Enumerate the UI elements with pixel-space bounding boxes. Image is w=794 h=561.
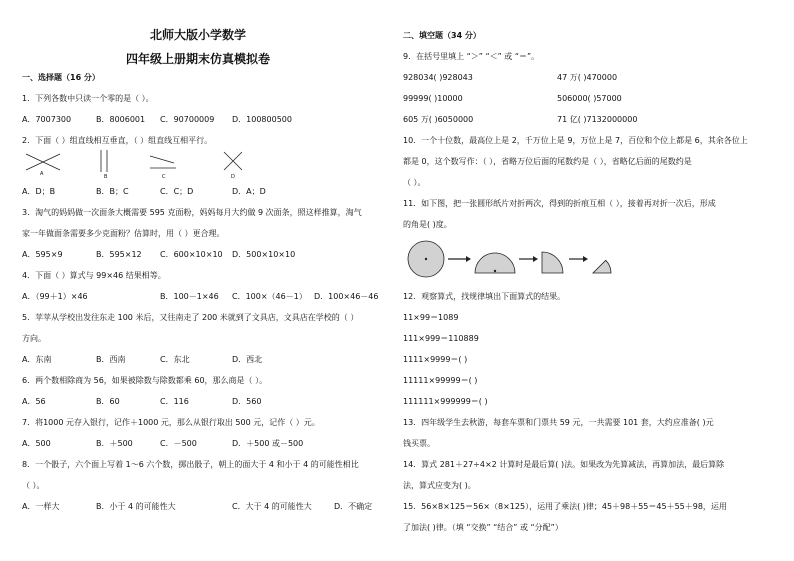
q8-line1: 8．一个骰子，六个面上写着 1～6 六个数，掷出骰子，朝上的面大于 4 和小于 4 的可能性相比 xyxy=(22,460,359,469)
q15-line2: 了加法( )律。（填 “交换” “结合” 或 “分配”） xyxy=(403,523,563,532)
arrow-3 xyxy=(569,256,588,262)
q3-line1: 3．淘气的妈妈做一次面条大概需要 595 克面粉，妈妈每月大约做 9 次面条，照这样推算，淘气 xyxy=(22,208,362,217)
q7-option-c: C．－500 xyxy=(160,439,197,448)
figure-a-intersecting-lines xyxy=(26,154,60,170)
q6-stem: 6．两个数相除商为 56，如果被除数与除数都乘 60，那么商是（ ）。 xyxy=(22,376,268,385)
q1-option-c: C．90700009 xyxy=(160,115,215,124)
q8-option-c: C．大于 4 的可能性大 xyxy=(232,502,312,511)
q3-option-a: A．595×9 xyxy=(22,250,63,259)
q11-line1: 11．如下图，把一张圆形纸片对折两次，得到的折痕互相（ ），接着再对折一次后，形成 xyxy=(403,199,716,208)
q4-stem: 4．下面（ ）算式与 99×46 结果相等。 xyxy=(22,271,166,280)
q5-line2: 方向。 xyxy=(22,334,46,343)
q9-row3-left: 605 万( )6050000 xyxy=(403,115,474,124)
figure-label-d: D xyxy=(231,174,235,180)
q14-line2: 法，算式应变为( )。 xyxy=(403,481,476,490)
q1-option-a: A．7007300 xyxy=(22,115,72,124)
q13-line1: 13．四年级学生去秋游，每套车票和门票共 59 元，一共需要 101 套，大约应准备( )元 xyxy=(403,418,714,427)
half-circle xyxy=(475,253,515,273)
q9-row2-left: 99999( )10000 xyxy=(403,94,463,103)
q12-line5: 111111×999999＝( ) xyxy=(403,397,488,406)
full-circle xyxy=(408,241,444,277)
q4-option-a: A．（99＋1）×46 xyxy=(22,292,88,301)
eighth-circle xyxy=(593,260,611,273)
q9-stem: 9．在括号里填上 “＞” “＜” 或 “＝”。 xyxy=(403,52,540,61)
figure-d-perpendicular-lines xyxy=(224,152,242,170)
q10-line1: 10．一个十位数，最高位上是 2，千万位上是 9，万位上是 7，百位和个位上都是 6，其余各位上 xyxy=(403,136,748,145)
q7-option-a: A．500 xyxy=(22,439,51,448)
q5-option-b: B．西南 xyxy=(96,355,126,364)
q2-option-c: C．C；D xyxy=(160,187,194,196)
q13-line2: 钱买票。 xyxy=(403,439,435,448)
q1-option-d: D．100800500 xyxy=(232,115,292,124)
arrow-2 xyxy=(519,256,538,262)
q6-option-d: D．560 xyxy=(232,397,262,406)
q8-line2: （ ）。 xyxy=(22,481,45,490)
q3-option-b: B．595×12 xyxy=(96,250,142,259)
q9-row3-right: 71 亿( )7132000000 xyxy=(557,115,638,124)
q3-line2: 家一年做面条需要多少克面粉？估算时，用（ ）更合理。 xyxy=(22,229,225,238)
q9-row1-right: 47 万( )470000 xyxy=(557,73,618,82)
q2-option-b: B．B；C xyxy=(96,187,129,196)
q9-row1-left: 928034( )928043 xyxy=(403,73,473,82)
q12-line4: 11111×99999＝( ) xyxy=(403,376,478,385)
q2-option-d: D．A；D xyxy=(232,187,266,196)
q6-option-c: C．116 xyxy=(160,397,189,406)
q4-option-c: C．100×（46－1） xyxy=(232,292,307,301)
figure-c-lines xyxy=(150,156,176,168)
q12-stem: 12．观察算式，找规律填出下面算式的结果。 xyxy=(403,292,566,301)
q9-row2-right: 506000( )57000 xyxy=(557,94,622,103)
q5-line1: 5．苹苹从学校出发往东走 100 米后，又往南走了 200 米就到了文具店，文具店在学校的（ ） xyxy=(22,313,359,322)
figure-label-c: C xyxy=(162,174,166,180)
q6-option-b: B．60 xyxy=(96,397,120,406)
q2-stem: 2．下面（ ）组直线相互垂直，（ ）组直线互相平行。 xyxy=(22,136,213,145)
q11-paper-folding-figure xyxy=(405,240,645,280)
q2-option-a: A．D；B xyxy=(22,187,56,196)
q15-line1: 15．56×8×125＝56×（8×125），运用了乘法( )律；45＋98＋55＝45＋55＋98，运用 xyxy=(403,502,727,511)
q8-option-b: B．小于 4 的可能性大 xyxy=(96,502,176,511)
q6-option-a: A．56 xyxy=(22,397,46,406)
q1-option-b: B．8006001 xyxy=(96,115,146,124)
arrow-1 xyxy=(448,256,471,262)
exam-title-line2: 四年级上册期末仿真模拟卷 xyxy=(126,52,271,66)
exam-title-line1: 北师大版小学数学 xyxy=(150,28,247,42)
q3-option-c: C．600×10×10 xyxy=(160,250,223,259)
q12-line2: 111×999＝110889 xyxy=(403,334,479,343)
q14-line1: 14．算式 281＋27÷4×2 计算时是最后算( )法。如果改为先算减法，再算加法，最后算除 xyxy=(403,460,725,469)
q8-option-a: A．一样大 xyxy=(22,502,60,511)
q7-stem: 7．将1000 元存入银行，记作＋1000 元，那么从银行取出 500 元，记作（ ）元。 xyxy=(22,418,320,427)
quarter-circle xyxy=(542,252,563,273)
q4-option-d: D．100×46－46 xyxy=(314,292,379,301)
q5-option-d: D．西北 xyxy=(232,355,263,364)
q7-option-b: B．＋500 xyxy=(96,439,133,448)
section-choice-heading: 一、选择题（16 分） xyxy=(22,73,100,82)
q1-stem: 1．下列各数中只读一个零的是（ ）。 xyxy=(22,94,154,103)
figure-b-parallel-lines xyxy=(101,150,107,172)
q4-option-b: B．100－1×46 xyxy=(160,292,219,301)
q5-option-c: C．东北 xyxy=(160,355,190,364)
q12-line1: 11×99＝1089 xyxy=(403,313,459,322)
q10-line3: （ ）。 xyxy=(403,178,426,187)
q10-line2: 都是 0，这个数写作：（ ），省略万位后面的尾数约是（ ），省略亿后面的尾数约是 xyxy=(403,157,692,166)
q11-line2: 的角是( )度。 xyxy=(403,220,452,229)
q8-option-d: D．不确定 xyxy=(334,502,373,511)
q2-line-figures xyxy=(0,148,260,182)
q3-option-d: D．500×10×10 xyxy=(232,250,296,259)
q5-option-a: A．东南 xyxy=(22,355,52,364)
section-fill-heading: 二、填空题（34 分） xyxy=(403,31,481,40)
q7-option-d: D．＋500 或－500 xyxy=(232,439,304,448)
figure-label-a: A xyxy=(40,171,44,177)
q12-line3: 1111×9999＝( ) xyxy=(403,355,468,364)
figure-label-b: B xyxy=(104,174,108,180)
